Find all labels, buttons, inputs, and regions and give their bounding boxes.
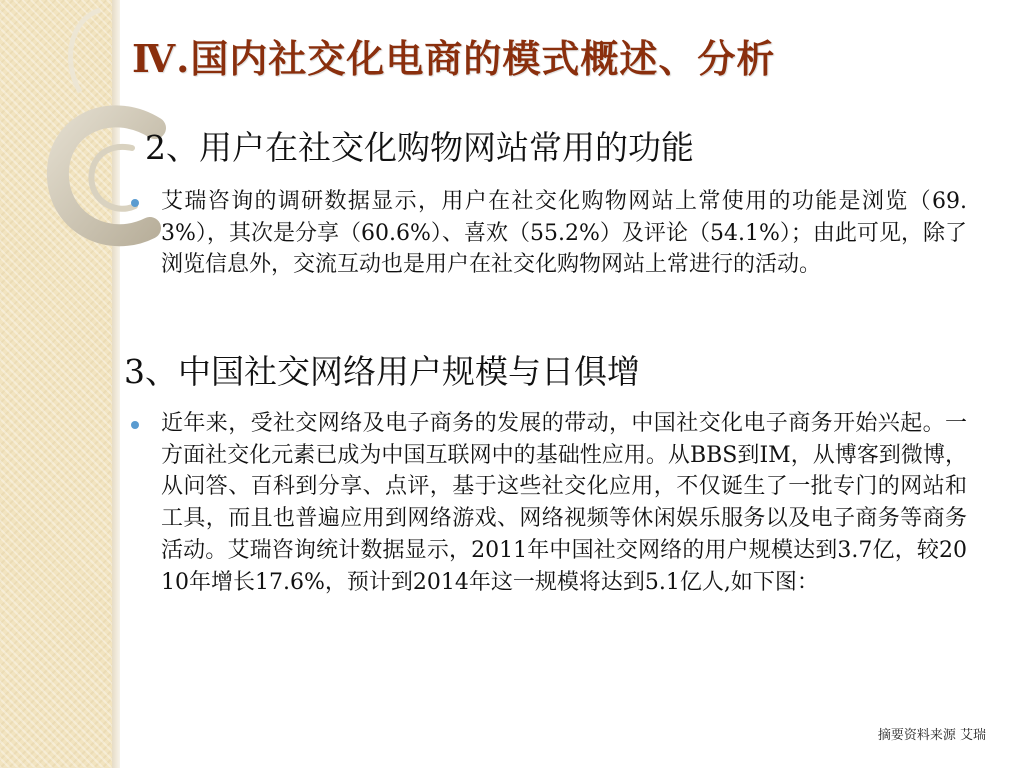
slide-title: Ⅳ.国内社交化电商的模式概述、分析 <box>132 36 776 81</box>
bullet-item-features <box>131 186 967 281</box>
source-note: 摘要资料来源 艾瑞 <box>877 728 986 743</box>
bullet-dot-icon <box>131 199 139 207</box>
bullet-dot-icon <box>131 421 139 429</box>
section-heading-features: 2、用户在社交化购物网站常用的功能 <box>145 128 694 167</box>
bullet-text: 艾瑞咨询的调研数据显示，用户在社交化购物网站上常使用的功能是浏览（69.3%），其次是分享（60.6%）、喜欢（55.2%）及评论（54.1%）；由此可见，除了浏览信息外，交流互动也是用户在社交化购物网站上常进行的活动。 <box>161 189 967 278</box>
bullet-item-user-scale <box>131 408 967 598</box>
section-heading-user-scale: 3、中国社交网络用户规模与日俱增 <box>124 352 640 391</box>
top-ring-arc <box>70 10 100 92</box>
bullet-text: 近年来，受社交网络及电子商务的发展的带动，中国社交化电子商务开始兴起。一方面社交化元素已成为中国互联网中的基础性应用。从BBS到IM，从博客到微博，从问答、百科到分享、点评，基于这些社交化应用，不仅诞生了一批专门的网站和工具，而且也普遍应用到网络游戏、网络视频等休闲娱乐服务以及电子商务等商务活动。艾瑞咨询统计数据显示，2011年中国社交网络的用户规模达到3.7亿，较2010年增长17.6%，预计到2014年这一规模将达到5.1亿人,如下图： <box>161 411 967 595</box>
small-ring-arc <box>91 147 135 209</box>
